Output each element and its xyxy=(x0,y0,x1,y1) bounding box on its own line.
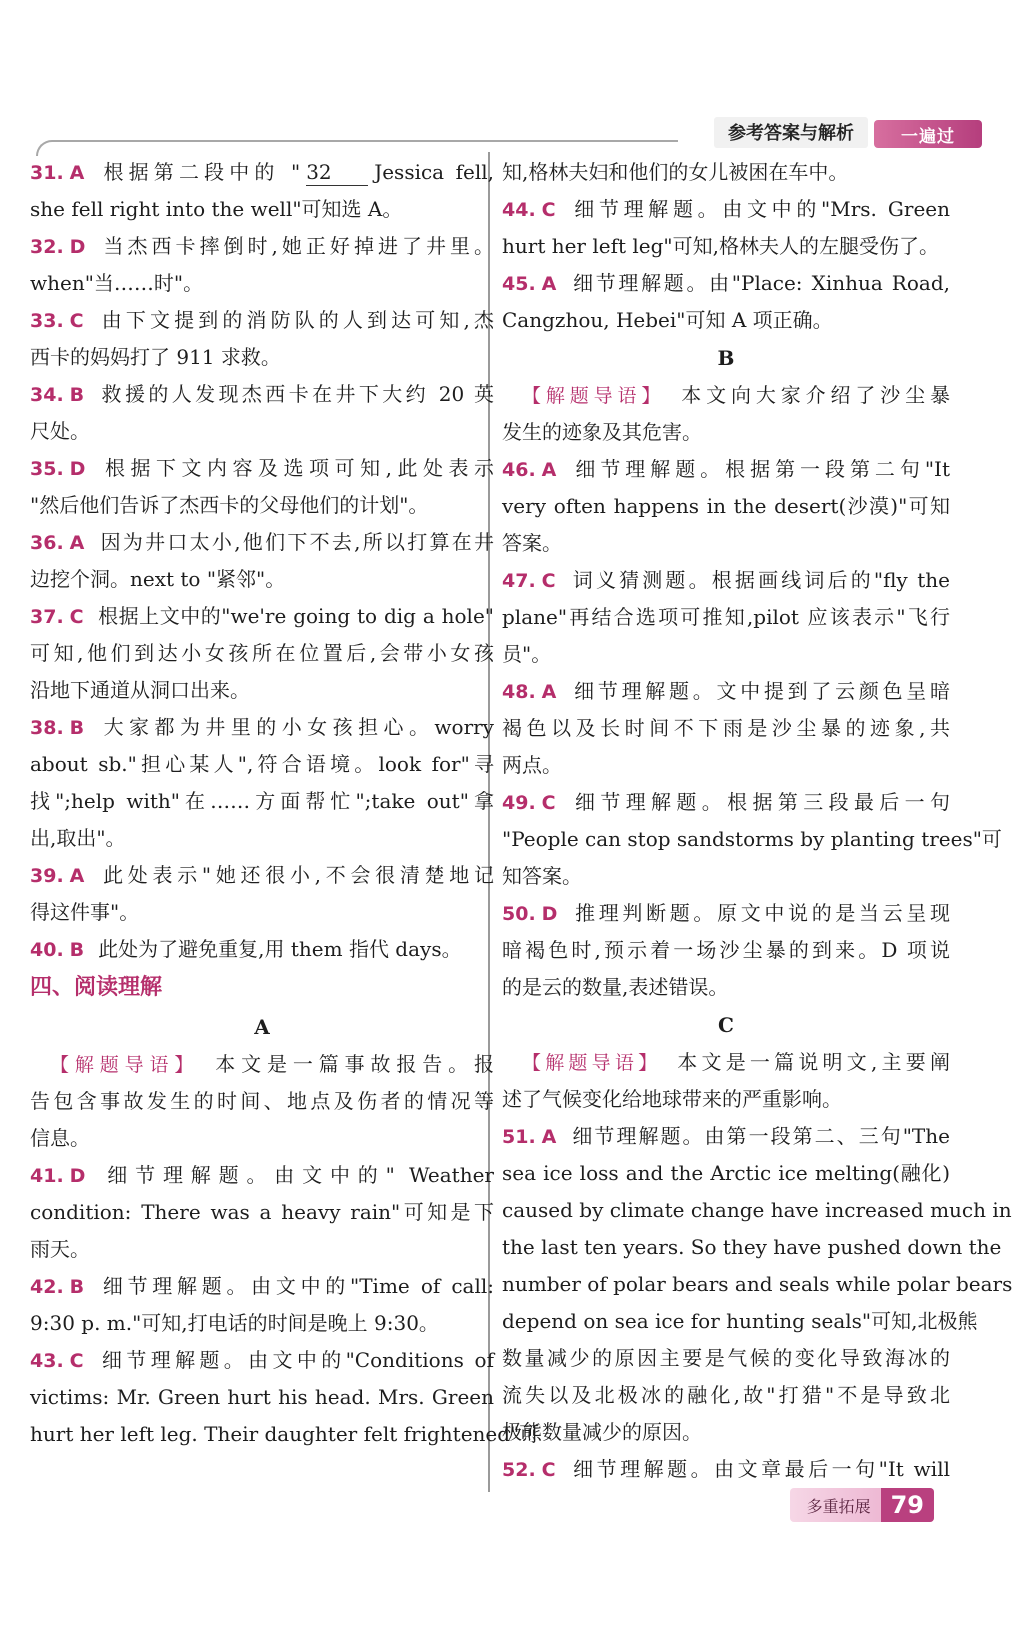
answer-52: 52. C 细节理解题。由文章最后一句"It will xyxy=(502,1457,950,1481)
question-number: 37. xyxy=(30,606,64,628)
answer-letter: C xyxy=(69,310,84,332)
part-b-heading: B xyxy=(717,346,735,370)
answer-45: 45. A 细节理解题。由"Place: Xinhua Road, xyxy=(502,271,950,295)
left-column: 31. A 根据第二段中的 " 32 Jessica fell, she fell right into the well"可知选 A。 32. D 当杰西卡摔倒时,她正好掉进了井里。 when"当……时"。 33. C 由下文提到的消防队的人到达可知,杰 西卡的妈妈打了 911 求救。 34. B 救援的人发现杰西卡在井下大约 20 英 尺处。 35. D 根据下文内容及选项可知,此处表示 "然后他们告诉了杰西卡的父母他们的计划"。 36. A 因为井口太小,他们下不去,所以打算在井 边挖个洞。next to "紧邻"。 37. C 根据上文中的"we're going to dig a hole" 可知,他们到达小女孩所在位置后,会带小女孩 沿地下通道从洞口出来。 38. B 大家都为井里的小女孩担心。worry about sb."担心某人",符合语境。look for"寻 找";help with"在……方面帮忙";take out"拿 出,取出"。 39. A 此处表示"她还很小,不会很清楚地记 得这件事"。 40. B 此处为了避免重复,用 them 指代 days。 四、阅读理解 A 【解题导语】 本文是一篇事故报告。报 告包含事故发生的时间、地点及伤者的情况等 信息。 41. D 细节理解题。由文中的" Weather condition: There was a heavy rain"可知是下 雨天。 42. B 细节理解题。由文中的"Time of call: 9:30 p. m."可知,打电话的时间是晚上 9:30。 43. C 细节理解题。由文中的"Conditions of victims: Mr. Green hurt his head. Mrs. Green hurt her left leg. Their daughter felt frightened"可 xyxy=(30,154,494,1453)
answer-letter: A xyxy=(541,459,557,481)
intro-tag: 【解题导语】 xyxy=(522,1052,662,1074)
answer-letter: B xyxy=(69,1276,85,1298)
answer-43-continued: 知,格林夫妇和他们的女儿被困在车中。 xyxy=(502,160,849,184)
question-number: 41. xyxy=(30,1165,64,1187)
question-number: 42. xyxy=(30,1276,64,1298)
header-title: 参考答案与解析 xyxy=(714,117,868,148)
answer-letter: C xyxy=(541,1459,556,1481)
answer-41: 41. D 细节理解题。由文中的" Weather xyxy=(30,1163,494,1187)
right-column: 知,格林夫妇和他们的女儿被困在车中。 44. C 细节理解题。由文中的"Mrs. Green hurt her left leg"可知,格林夫人的左腿受伤了。 45. A 细节理解题。由"Place: Xinhua Road, Cangzhou, Hebei"可知 A 项正确。 B 【解题导语】 本文向大家介绍了沙尘暴 发生的迹象及其危害。 46. A 细节理解题。根据第一段第二句"It very often happens in the desert(沙漠)"可知 答案。 47. C 词义猜测题。根据画线词后的"fly the plane"再结合选项可推知,pilot 应该表示"飞行 员"。 48. A 细节理解题。文中提到了云颜色呈暗 褐色以及长时间不下雨是沙尘暴的迹象,共 两点。 49. C 细节理解题。根据第三段最后一句 "People can stop sandstorms by planting trees"可 知答案。 50. D 推理判断题。原文中说的是当云呈现 暗褐色时,预示着一场沙尘暴的到来。D 项说 的是云的数量,表述错误。 C 【解题导语】 本文是一篇说明文,主要阐 述了气候变化给地球带来的严重影响。 51. A 细节理解题。由第一段第二、三句"The sea ice loss and the Arctic ice melting(融化) caused by climate change have increased much in the last ten years. So they have pushed down the number of polar bears and seals while polar bears depend on sea ice for hunting seals"可知,北极熊 数量减少的原因主要是气候的变化导致海冰的 流失以及北极冰的融化,故"打猎"不是导致北 极熊数量减少的原因。 52. C 细节理解题。由文章最后一句"It will xyxy=(502,154,950,1488)
answer-letter: C xyxy=(541,792,556,814)
page-header xyxy=(30,118,982,148)
question-number: 48. xyxy=(502,681,536,703)
answer-50: 50. D 推理判断题。原文中说的是当云呈现 xyxy=(502,901,950,925)
answer-39: 39. A 此处表示"她还很小,不会很清楚地记 xyxy=(30,863,494,887)
answer-35: 35. D 根据下文内容及选项可知,此处表示 xyxy=(30,456,494,480)
question-number: 49. xyxy=(502,792,536,814)
blank-32: 32 xyxy=(306,159,368,186)
answer-37: 37. C 根据上文中的"we're going to dig a hole" xyxy=(30,604,494,628)
section-heading-reading: 四、阅读理解 xyxy=(30,975,163,1000)
answer-31: 31. A 根据第二段中的 " 32 Jessica fell, xyxy=(30,160,494,184)
answer-letter: A xyxy=(541,273,557,295)
question-number: 50. xyxy=(502,903,536,925)
answer-letter: D xyxy=(69,236,86,258)
question-number: 44. xyxy=(502,199,536,221)
answer-34: 34. B 救援的人发现杰西卡在井下大约 20 英 xyxy=(30,382,494,406)
page-number: 79 xyxy=(881,1488,934,1522)
answer-letter: C xyxy=(541,570,556,592)
answer-32: 32. D 当杰西卡摔倒时,她正好掉进了井里。 xyxy=(30,234,494,258)
answer-51: 51. A 细节理解题。由第一段第二、三句"The xyxy=(502,1124,950,1148)
answer-letter: B xyxy=(69,384,85,406)
question-number: 47. xyxy=(502,570,536,592)
answer-38: 38. B 大家都为井里的小女孩担心。worry xyxy=(30,715,494,739)
question-number: 51. xyxy=(502,1126,536,1148)
part-c-heading: C xyxy=(718,1013,734,1037)
answer-42: 42. B 细节理解题。由文中的"Time of call: xyxy=(30,1274,494,1298)
answer-36: 36. A 因为井口太小,他们下不去,所以打算在井 xyxy=(30,530,494,554)
question-number: 33. xyxy=(30,310,64,332)
answer-letter: D xyxy=(69,1165,86,1187)
page-top-margin xyxy=(0,0,1000,118)
answer-letter: A xyxy=(69,162,85,184)
question-number: 34. xyxy=(30,384,64,406)
part-a-heading: A xyxy=(254,1015,270,1039)
question-number: 40. xyxy=(30,939,64,961)
answer-letter: D xyxy=(541,903,558,925)
question-number: 39. xyxy=(30,865,64,887)
answer-49: 49. C 细节理解题。根据第三段最后一句 xyxy=(502,790,950,814)
answer-47: 47. C 词义猜测题。根据画线词后的"fly the xyxy=(502,568,950,592)
answer-40: 40. B 此处为了避免重复,用 them 指代 days。 xyxy=(30,937,462,961)
question-number: 38. xyxy=(30,717,64,739)
question-number: 35. xyxy=(30,458,64,480)
answer-letter: A xyxy=(69,865,85,887)
answer-letter: C xyxy=(69,1350,84,1372)
question-number: 45. xyxy=(502,273,536,295)
question-number: 31. xyxy=(30,162,64,184)
intro-a: 【解题导语】 本文是一篇事故报告。报 xyxy=(50,1052,494,1076)
answer-letter: B xyxy=(69,717,85,739)
question-number: 46. xyxy=(502,459,536,481)
question-number: 36. xyxy=(30,532,64,554)
answer-33: 33. C 由下文提到的消防队的人到达可知,杰 xyxy=(30,308,494,332)
brand-logo: 一遍过 xyxy=(874,120,982,148)
intro-b: 【解题导语】 本文向大家介绍了沙尘暴 xyxy=(522,383,950,407)
intro-tag: 【解题导语】 xyxy=(50,1054,200,1076)
answer-letter: C xyxy=(541,199,556,221)
answer-46: 46. A 细节理解题。根据第一段第二句"It xyxy=(502,457,950,481)
intro-tag: 【解题导语】 xyxy=(522,385,666,407)
answer-44: 44. C 细节理解题。由文中的"Mrs. Green xyxy=(502,197,950,221)
page-footer xyxy=(790,1488,934,1522)
answer-letter: A xyxy=(69,532,85,554)
question-number: 52. xyxy=(502,1459,536,1481)
question-number: 32. xyxy=(30,236,64,258)
question-number: 43. xyxy=(30,1350,64,1372)
answer-letter: C xyxy=(69,606,84,628)
answer-48: 48. A 细节理解题。文中提到了云颜色呈暗 xyxy=(502,679,950,703)
answer-letter: D xyxy=(69,458,86,480)
answer-letter: A xyxy=(541,681,557,703)
answer-letter: B xyxy=(69,939,85,961)
answer-letter: A xyxy=(541,1126,557,1148)
page-bottom-margin xyxy=(0,1530,1000,1651)
intro-c: 【解题导语】 本文是一篇说明文,主要阐 xyxy=(522,1050,950,1074)
footer-label: 多重拓展 xyxy=(806,1496,871,1516)
answer-43: 43. C 细节理解题。由文中的"Conditions of xyxy=(30,1348,494,1372)
